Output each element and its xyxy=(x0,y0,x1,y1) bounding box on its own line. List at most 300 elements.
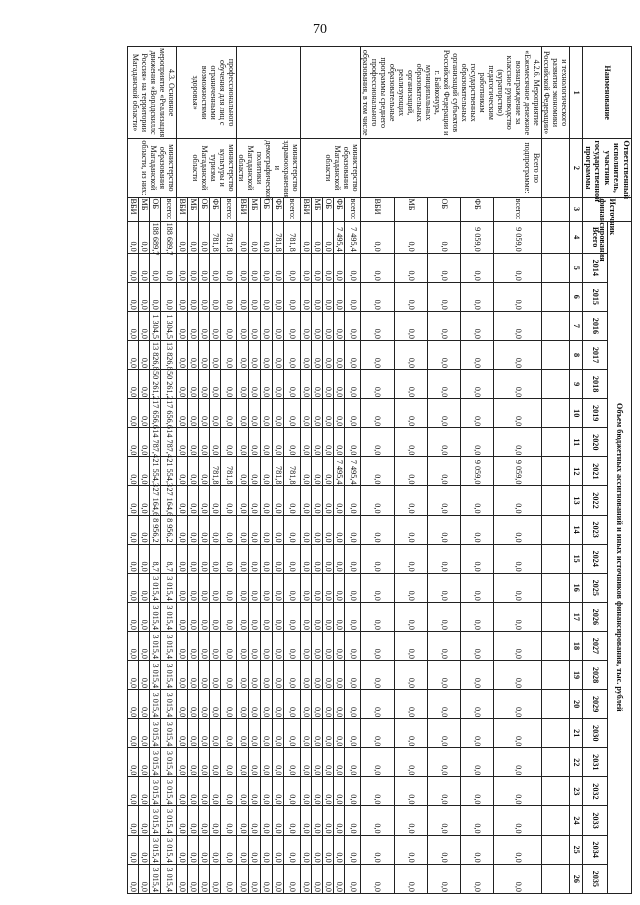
column-number: 1 xyxy=(570,47,583,139)
value-year: 0,0 xyxy=(139,573,150,602)
value-year: 0,0 xyxy=(237,573,249,602)
value-year: 0,0 xyxy=(301,690,312,719)
value-year: 0,0 xyxy=(272,806,284,835)
value-year: 0,0 xyxy=(237,370,249,399)
header-year: 2030 xyxy=(583,719,607,748)
value-year: 0,0 xyxy=(312,835,323,864)
value-year: 0,0 xyxy=(427,690,460,719)
value-year: 0,0 xyxy=(361,602,394,631)
value-year: 0,0 xyxy=(128,428,139,457)
value-year: 0,0 xyxy=(301,311,312,340)
value-year: 0,0 xyxy=(188,748,199,777)
value-year: 0,0 xyxy=(284,428,301,457)
value-year: 0,0 xyxy=(345,544,361,573)
value-year: 0,0 xyxy=(394,777,427,806)
value-year: 0,0 xyxy=(221,282,237,311)
value-year: 0,0 xyxy=(345,835,361,864)
activity-name: 4.2.6. Мероприятие «Ежемесячное денежное вознаграждение за классное руководство (кураторство) педагогическим работникам государственных образовательных организаций субъектов Российской Федерации и г. Байконура, муниципальных образовательных организаций, реализующих образовательные программы среднего профессионального образования, в том числе xyxy=(361,47,542,139)
value-total: 781,8 xyxy=(284,221,301,253)
value-year: 0,0 xyxy=(177,806,188,835)
value-year: 0,0 xyxy=(199,690,210,719)
value-year: 0,0 xyxy=(461,719,494,748)
value-year: 0,0 xyxy=(334,690,345,719)
value-year: 0,0 xyxy=(361,370,394,399)
value-year: 0,0 xyxy=(261,515,273,544)
value-year: 0,0 xyxy=(249,544,261,573)
value-year: 0,0 xyxy=(284,399,301,428)
value-year: 0,0 xyxy=(427,340,460,369)
value-year: 0,0 xyxy=(249,486,261,515)
value-year: 0,0 xyxy=(249,457,261,486)
value-year: 50 261,2 xyxy=(151,371,161,400)
funding-source: ОБ xyxy=(199,197,210,221)
executor: министерство образования Магаданской области, из них: xyxy=(128,139,177,197)
value-year: 0,0 xyxy=(177,399,188,428)
value-year: 0,0 xyxy=(272,573,284,602)
value-year: 0,0 xyxy=(461,864,494,893)
value-year: 0,0 xyxy=(284,573,301,602)
value-year: 0,0 xyxy=(312,428,323,457)
value-year: 0,0 xyxy=(249,370,261,399)
header-year: 2018 xyxy=(583,370,607,399)
value-year: 0,0 xyxy=(237,544,249,573)
value-year: 0,0 xyxy=(161,253,177,282)
value-year: 3 015,4 xyxy=(161,661,177,690)
value-year: 0,0 xyxy=(210,573,221,602)
value-year: 0,0 xyxy=(177,428,188,457)
value-year: 0,0 xyxy=(261,719,273,748)
value-year: 3 015,4 xyxy=(150,631,161,660)
value-year: 0,0 xyxy=(139,835,150,864)
value-year: 0,0 xyxy=(199,748,210,777)
value-year: 0,0 xyxy=(361,573,394,602)
value-year: 0,0 xyxy=(261,690,273,719)
value-year: 0,0 xyxy=(461,311,494,340)
value-year: 0,0 xyxy=(494,399,542,428)
value-year: 3 015,4 xyxy=(150,602,161,631)
value-year xyxy=(542,399,570,428)
value-year: 781,8 xyxy=(284,457,301,486)
value-year: 0,0 xyxy=(139,311,150,340)
value-year: 0,0 xyxy=(188,486,199,515)
value-year: 0,0 xyxy=(312,573,323,602)
value-year: 0,0 xyxy=(284,370,301,399)
value-year: 0,0 xyxy=(188,457,199,486)
value-year: 0,0 xyxy=(272,602,284,631)
value-year: 0,0 xyxy=(312,282,323,311)
value-year: 0,0 xyxy=(261,340,273,369)
value-year: 0,0 xyxy=(494,253,542,282)
column-number: 20 xyxy=(570,690,583,719)
value-year: 0,0 xyxy=(249,602,261,631)
value-year: 0,0 xyxy=(345,573,361,602)
value-year: 0,0 xyxy=(334,748,345,777)
value-year: 0,0 xyxy=(237,777,249,806)
value-year: 0,0 xyxy=(301,777,312,806)
funding-source: ОБ xyxy=(323,197,334,221)
value-year: 0,0 xyxy=(323,864,334,893)
value-year: 0,0 xyxy=(345,719,361,748)
table-body xyxy=(128,47,570,894)
value-year: 0,0 xyxy=(210,253,221,282)
value-year: 0,0 xyxy=(284,777,301,806)
value-total: 0,0 xyxy=(261,221,273,253)
value-year: 0,0 xyxy=(188,399,199,428)
value-year: 0,0 xyxy=(261,777,273,806)
value-year: 0,0 xyxy=(199,515,210,544)
value-year: 0,0 xyxy=(237,486,249,515)
value-year: 0,0 xyxy=(128,864,139,893)
value-year: 0,0 xyxy=(237,748,249,777)
value-year: 0,0 xyxy=(237,282,249,311)
value-year: 0,0 xyxy=(177,864,188,893)
value-year: 0,0 xyxy=(461,340,494,369)
value-year: 3 015,4 xyxy=(150,835,161,864)
value-year: 0,0 xyxy=(221,428,237,457)
value-year: 0,0 xyxy=(301,399,312,428)
value-year: 0,0 xyxy=(177,340,188,369)
value-total: 188 689,7 xyxy=(151,222,161,256)
value-year: 0,0 xyxy=(249,428,261,457)
value-year: 0,0 xyxy=(261,253,273,282)
value-year: 0,0 xyxy=(494,311,542,340)
value-year: 0,0 xyxy=(210,835,221,864)
value-year: 0,0 xyxy=(494,690,542,719)
value-year: 0,0 xyxy=(188,690,199,719)
value-year: 0,0 xyxy=(128,602,139,631)
value-year: 0,0 xyxy=(301,573,312,602)
value-year: 0,0 xyxy=(199,544,210,573)
value-year xyxy=(542,544,570,573)
value-year: 3 015,4 xyxy=(161,864,177,893)
value-year: 0,0 xyxy=(199,806,210,835)
value-year: 0,0 xyxy=(261,661,273,690)
value-year: 0,0 xyxy=(177,515,188,544)
value-total: 0,0 xyxy=(188,221,199,253)
value-year xyxy=(542,428,570,457)
value-year: 0,0 xyxy=(494,661,542,690)
value-year: 0,0 xyxy=(312,515,323,544)
value-year: 0,0 xyxy=(461,777,494,806)
value-year: 0,0 xyxy=(427,399,460,428)
value-year: 0,0 xyxy=(494,806,542,835)
value-year xyxy=(542,457,570,486)
value-year: 0,0 xyxy=(323,690,334,719)
value-year: 0,0 xyxy=(237,864,249,893)
value-year: 0,0 xyxy=(461,661,494,690)
value-year: 0,0 xyxy=(494,370,542,399)
value-total: 7 495,4 xyxy=(345,221,361,253)
value-year: 0,0 xyxy=(221,340,237,369)
value-year: 0,0 xyxy=(221,370,237,399)
value-year: 3 015,4 xyxy=(161,777,177,806)
value-year: 0,0 xyxy=(394,864,427,893)
value-year: 0,0 xyxy=(139,253,150,282)
value-year: 0,0 xyxy=(128,777,139,806)
value-year: 0,0 xyxy=(237,311,249,340)
value-year: 0,0 xyxy=(345,690,361,719)
value-year: 0,0 xyxy=(261,370,273,399)
table-row xyxy=(542,47,570,894)
value-year: 0,0 xyxy=(323,835,334,864)
value-year: 0,0 xyxy=(272,544,284,573)
value-year: 0,0 xyxy=(301,835,312,864)
value-year: 0,0 xyxy=(427,486,460,515)
value-year: 0,0 xyxy=(312,370,323,399)
value-total: 0,0 xyxy=(312,221,323,253)
header-year: 2032 xyxy=(583,777,607,806)
value-year: 0,0 xyxy=(427,602,460,631)
value-year: 0,0 xyxy=(210,515,221,544)
value-total: 781,8 xyxy=(221,221,237,253)
value-year: 0,0 xyxy=(272,631,284,660)
value-year: 0,0 xyxy=(394,602,427,631)
value-year xyxy=(542,690,570,719)
value-year: 0,0 xyxy=(199,777,210,806)
value-year xyxy=(542,806,570,835)
value-year: 0,0 xyxy=(334,253,345,282)
value-year: 0,0 xyxy=(139,631,150,660)
column-number: 25 xyxy=(570,835,583,864)
funding-source: ОБ xyxy=(150,197,161,221)
value-year: 0,0 xyxy=(261,748,273,777)
header-year: 2022 xyxy=(583,486,607,515)
value-year: 0,0 xyxy=(237,340,249,369)
value-year: 0,0 xyxy=(394,457,427,486)
value-year xyxy=(542,311,570,340)
value-year: 0,0 xyxy=(427,253,460,282)
value-year: 0,0 xyxy=(361,282,394,311)
value-year: 0,0 xyxy=(312,864,323,893)
value-year: 0,0 xyxy=(323,428,334,457)
column-number: 22 xyxy=(570,748,583,777)
value-year: 0,0 xyxy=(461,544,494,573)
value-year: 0,0 xyxy=(261,835,273,864)
value-year: 0,0 xyxy=(199,864,210,893)
header-year: 2028 xyxy=(583,661,607,690)
executor: министерство образования Магаданской области xyxy=(301,139,361,197)
value-year: 0,0 xyxy=(427,573,460,602)
value-year: 0,0 xyxy=(394,370,427,399)
value-year: 0,0 xyxy=(150,253,161,282)
value-year xyxy=(542,515,570,544)
value-year: 0,0 xyxy=(301,661,312,690)
value-year: 0,0 xyxy=(199,719,210,748)
value-year: 0,0 xyxy=(301,806,312,835)
column-number: 2 xyxy=(570,139,583,197)
value-year: 0,0 xyxy=(345,486,361,515)
value-year: 0,0 xyxy=(261,864,273,893)
value-year: 0,0 xyxy=(128,544,139,573)
header-name: Наименование xyxy=(583,47,632,139)
value-year: 781,8 xyxy=(210,457,221,486)
value-year: 0,0 xyxy=(494,282,542,311)
value-year: 0,0 xyxy=(188,573,199,602)
value-total: 0,0 xyxy=(394,221,427,253)
header-total: Всего xyxy=(583,221,607,253)
column-number: 23 xyxy=(570,777,583,806)
value-year: 0,0 xyxy=(139,457,150,486)
value-year: 0,0 xyxy=(312,748,323,777)
value-year: 0,0 xyxy=(394,690,427,719)
value-year: 0,0 xyxy=(394,340,427,369)
value-year: 0,0 xyxy=(139,515,150,544)
table-row xyxy=(161,47,177,894)
value-year: 0,0 xyxy=(249,864,261,893)
funding-source: МБ xyxy=(188,197,199,221)
value-year: 0,0 xyxy=(284,719,301,748)
value-year: 0,0 xyxy=(249,340,261,369)
value-year: 0,0 xyxy=(177,573,188,602)
executor: Всего по подпрограмме: xyxy=(361,139,542,197)
value-year: 8 956,2 xyxy=(161,515,177,544)
value-year: 0,0 xyxy=(284,253,301,282)
value-year: 27 164,6 xyxy=(151,487,161,517)
column-number: 12 xyxy=(570,457,583,486)
page-number: 70 xyxy=(313,22,327,37)
header-year: 2019 xyxy=(583,399,607,428)
funding-source: ВБИ xyxy=(301,197,312,221)
column-number: 17 xyxy=(570,602,583,631)
rotated-page-area xyxy=(56,46,632,894)
value-year: 0,0 xyxy=(150,282,161,311)
value-year: 7 495,4 xyxy=(345,457,361,486)
value-year: 0,0 xyxy=(188,719,199,748)
value-year: 0,0 xyxy=(312,719,323,748)
value-year: 0,0 xyxy=(199,573,210,602)
value-year: 0,0 xyxy=(199,370,210,399)
value-year: 0,0 xyxy=(221,661,237,690)
value-year: 0,0 xyxy=(210,282,221,311)
value-year: 0,0 xyxy=(284,311,301,340)
value-year: 0,0 xyxy=(188,311,199,340)
value-year: 8 956,2 xyxy=(150,515,161,544)
value-year: 0,0 xyxy=(394,631,427,660)
value-year: 0,0 xyxy=(272,340,284,369)
value-year xyxy=(542,864,570,893)
value-year: 0,0 xyxy=(461,282,494,311)
value-year: 0,0 xyxy=(249,835,261,864)
value-total: 0,0 xyxy=(301,221,312,253)
value-year: 0,0 xyxy=(237,602,249,631)
value-total: 781,8 xyxy=(210,221,221,253)
value-year: 3 015,4 xyxy=(150,806,161,835)
value-year: 0,0 xyxy=(177,719,188,748)
header-year: 2014 xyxy=(583,253,607,282)
value-year: 0,0 xyxy=(494,864,542,893)
value-year: 0,0 xyxy=(177,370,188,399)
column-number: 21 xyxy=(570,719,583,748)
value-year xyxy=(542,573,570,602)
value-year: 0,0 xyxy=(128,748,139,777)
funding-source: всего: xyxy=(284,197,301,221)
value-year: 0,0 xyxy=(284,515,301,544)
value-year: 0,0 xyxy=(261,399,273,428)
value-year: 0,0 xyxy=(334,661,345,690)
value-year: 0,0 xyxy=(345,399,361,428)
value-year: 0,0 xyxy=(284,748,301,777)
column-number: 8 xyxy=(570,340,583,369)
value-year: 0,0 xyxy=(261,486,273,515)
value-year: 0,0 xyxy=(272,864,284,893)
value-year: 0,0 xyxy=(272,311,284,340)
value-year: 0,0 xyxy=(128,457,139,486)
value-total: 0,0 xyxy=(128,221,139,253)
value-year: 0,0 xyxy=(334,806,345,835)
funding-source: всего: xyxy=(494,197,542,221)
value-year: 0,0 xyxy=(323,602,334,631)
value-year: 0,0 xyxy=(301,340,312,369)
value-year: 0,0 xyxy=(261,544,273,573)
value-year: 0,0 xyxy=(494,748,542,777)
value-year: 0,0 xyxy=(361,340,394,369)
value-year: 0,0 xyxy=(188,864,199,893)
value-year: 0,0 xyxy=(249,282,261,311)
header-year: 2027 xyxy=(583,631,607,660)
value-year: 0,0 xyxy=(361,748,394,777)
funding-source: ВБИ xyxy=(237,197,249,221)
value-year: 0,0 xyxy=(128,573,139,602)
funding-source: ВБИ xyxy=(177,197,188,221)
value-year: 0,0 xyxy=(221,690,237,719)
value-year: 0,0 xyxy=(461,486,494,515)
value-year: 0,0 xyxy=(188,253,199,282)
value-year: 3 015,4 xyxy=(161,719,177,748)
funding-source: ОБ xyxy=(261,197,273,221)
value-year: 0,0 xyxy=(139,777,150,806)
value-year: 0,0 xyxy=(361,631,394,660)
value-year xyxy=(542,602,570,631)
column-number: 15 xyxy=(570,544,583,573)
value-year: 0,0 xyxy=(199,311,210,340)
executor: министерство здравоохранения и демографической политики Магаданской области xyxy=(237,140,301,201)
value-year: 0,0 xyxy=(394,311,427,340)
value-year xyxy=(542,282,570,311)
value-year: 0,0 xyxy=(427,544,460,573)
value-year: 0,0 xyxy=(345,311,361,340)
header-year: 2023 xyxy=(583,515,607,544)
value-year: 0,0 xyxy=(284,661,301,690)
value-year: 0,0 xyxy=(361,311,394,340)
funding-source: МБ xyxy=(312,197,323,221)
value-year: 0,0 xyxy=(272,486,284,515)
value-year: 0,0 xyxy=(461,631,494,660)
value-year: 0,0 xyxy=(494,515,542,544)
value-year: 0,0 xyxy=(323,486,334,515)
value-year: 0,0 xyxy=(177,282,188,311)
value-year: 0,0 xyxy=(188,602,199,631)
value-year: 0,0 xyxy=(494,631,542,660)
value-year: 0,0 xyxy=(261,311,273,340)
value-year: 0,0 xyxy=(139,602,150,631)
value-year xyxy=(542,777,570,806)
header-executor: Ответственный исполнитель, участник государственной программы xyxy=(584,140,631,202)
value-year: 0,0 xyxy=(323,748,334,777)
value-year: 0,0 xyxy=(237,457,249,486)
value-year: 3 015,4 xyxy=(161,602,177,631)
value-year: 0,0 xyxy=(188,806,199,835)
value-year: 0,0 xyxy=(427,515,460,544)
value-year: 0,0 xyxy=(128,690,139,719)
value-year: 0,0 xyxy=(128,282,139,311)
value-year: 0,0 xyxy=(394,428,427,457)
value-year: 0,0 xyxy=(177,602,188,631)
value-year: 0,0 xyxy=(323,544,334,573)
value-year: 0,0 xyxy=(284,544,301,573)
funding-source: ФБ xyxy=(334,197,345,221)
value-year: 0,0 xyxy=(139,399,150,428)
value-year: 0,0 xyxy=(128,631,139,660)
